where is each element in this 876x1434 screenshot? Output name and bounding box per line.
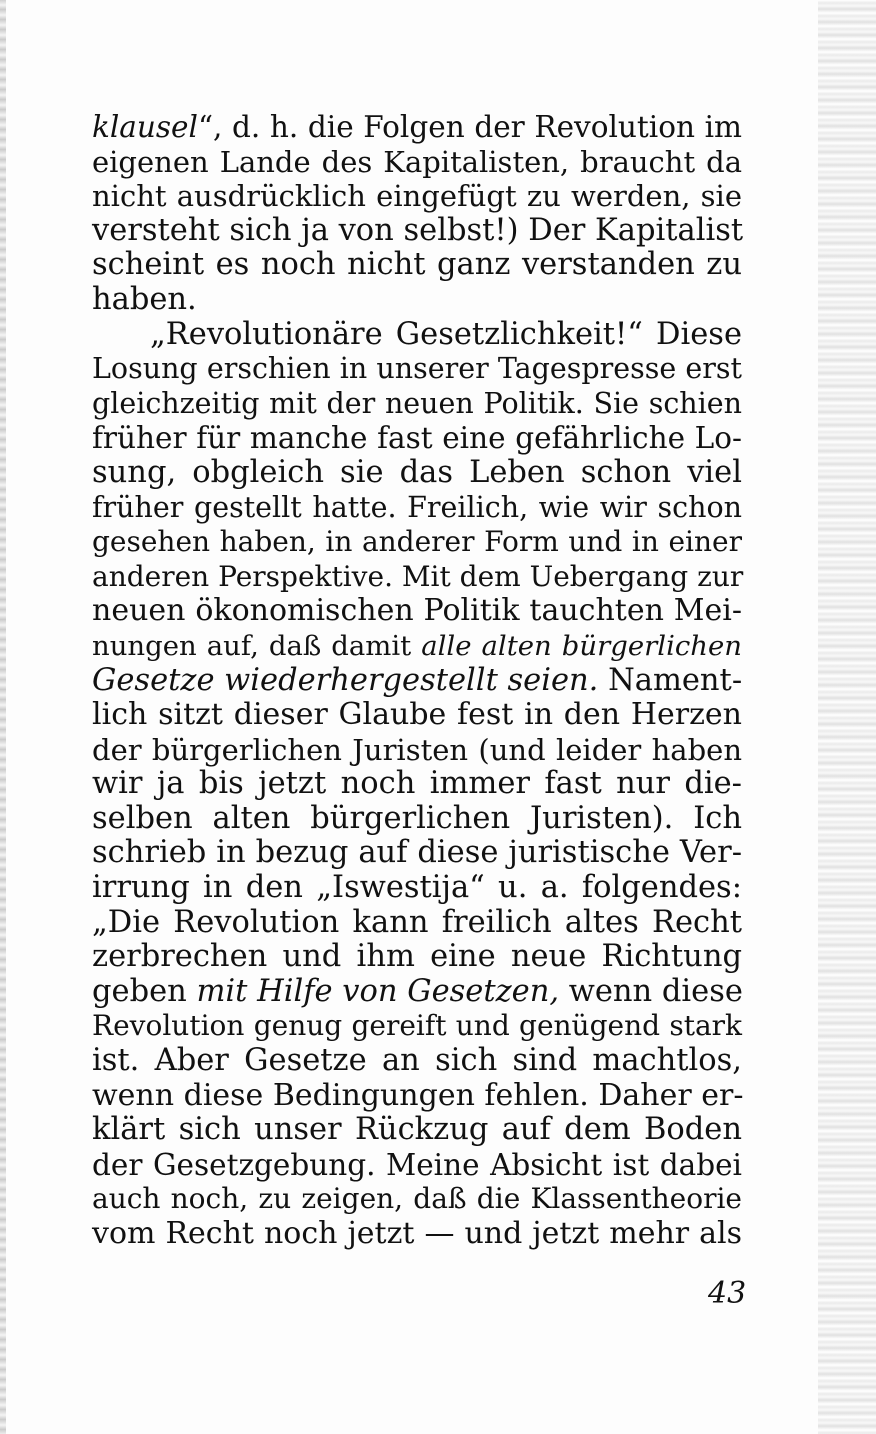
text-line: sung, obgleich sie das Leben schon viel xyxy=(92,454,742,490)
text-line: haben. xyxy=(92,281,197,317)
text-line: geben mit Hilfe von Gesetzen, wenn diese xyxy=(92,973,743,1009)
text-line: Revolution genug gereift und genügend stark xyxy=(92,1009,742,1043)
text-line: schrieb in bezug auf diese juristische Ver- xyxy=(92,835,742,871)
page-left-edge xyxy=(0,0,6,1434)
text-line: der Gesetzgebung. Meine Absicht ist dabei xyxy=(92,1147,742,1182)
text-line: früher für manche fast eine gefährliche Lo- xyxy=(92,421,742,456)
text-line: „Die Revolution kann freilich altes Recht xyxy=(92,904,742,940)
text-line: lich sitzt dieser Glaube fest in den Herzen xyxy=(92,697,742,733)
text-line: neuen ökonomischen Politik tauchten Mei- xyxy=(92,593,742,629)
text-line: früher gestellt hatte. Freilich, wie wir schon xyxy=(92,490,742,524)
text-line: wenn diese Bedingungen fehlen. Daher er- xyxy=(92,1077,744,1113)
text-line: „Revolutionäre Gesetzlichkeit!“ Diese xyxy=(150,316,742,352)
text-line: scheint es noch nicht ganz verstanden zu xyxy=(92,247,742,283)
text-line: selben alten bürgerlichen Juristen). Ich xyxy=(92,800,742,836)
text-line: vom Recht noch jetzt — und jetzt mehr als xyxy=(92,1216,742,1251)
text-line: nungen auf, daß damit alle alten bürgerlichen xyxy=(92,629,742,662)
text-line: Losung erschien in unserer Tagespresse erst xyxy=(92,352,742,386)
text-line: zerbrechen und ihm eine neue Richtung xyxy=(92,939,742,975)
text-line: irrung in den „Iswestija“ u. a. folgendes: xyxy=(92,870,742,906)
text-line: klärt sich unser Rückzug auf dem Boden xyxy=(92,1112,742,1148)
text-line: gesehen haben, in anderer Form und in einer xyxy=(92,525,742,559)
text-line: der bürgerlichen Juristen (und leider haben xyxy=(92,732,742,767)
text-line: nicht ausdrücklich eingefügt zu werden, sie xyxy=(92,179,742,214)
text-line: auch noch, zu zeigen, daß die Klassentheorie xyxy=(92,1182,742,1216)
text-line: wir ja bis jetzt noch immer fast nur die- xyxy=(92,766,742,802)
text-line: ist. Aber Gesetze an sich sind machtlos, xyxy=(92,1043,742,1079)
body-text xyxy=(92,110,742,1252)
text-line: klausel“, d. h. die Folgen der Revolution im xyxy=(92,110,742,144)
page-right-edge xyxy=(818,0,876,1434)
text-line: Gesetze wiederhergestellt seien. Nament- xyxy=(92,662,743,698)
text-line: anderen Perspektive. Mit dem Uebergang zur xyxy=(92,559,744,593)
text-line: eigenen Lande des Kapitalisten, braucht da xyxy=(92,144,742,179)
page-number: 43 xyxy=(708,1276,747,1311)
text-line: versteht sich ja von selbst!) Der Kapitalist xyxy=(92,212,744,248)
text-line: gleichzeitig mit der neuen Politik. Sie schien xyxy=(92,386,742,420)
